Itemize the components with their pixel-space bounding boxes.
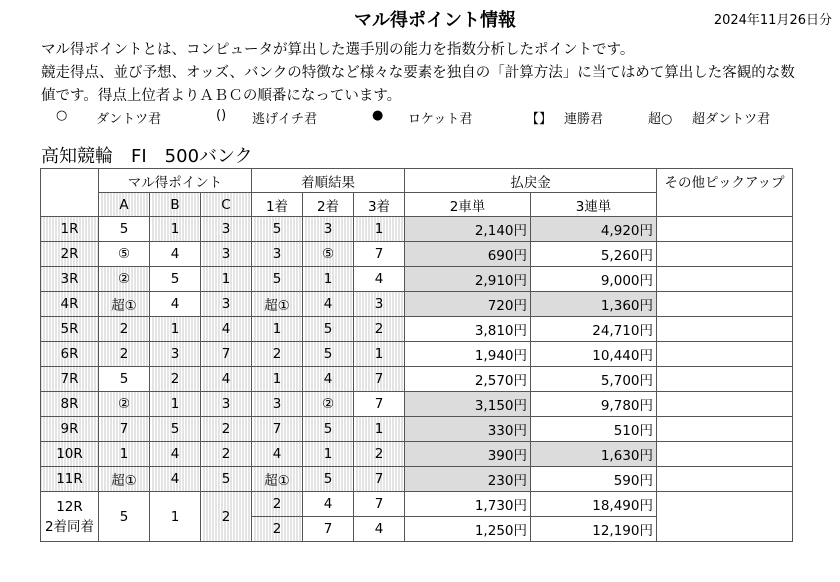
table-row (41, 392, 793, 417)
header-points: マル得ポイント (99, 169, 252, 193)
cell-c: 7 (201, 342, 252, 367)
cell-other-pickup (657, 267, 793, 292)
cell-a: 5 (99, 492, 150, 542)
race-number: 12R (56, 498, 83, 515)
cell-trifecta: 24,710円 (531, 317, 657, 342)
cell-trifecta: 5,700円 (531, 367, 657, 392)
cell-trifecta: 590円 (531, 467, 657, 492)
cell-a: 2 (99, 342, 150, 367)
cell-other-pickup (657, 317, 793, 342)
table-row (41, 492, 793, 517)
cell-b: 1 (150, 217, 201, 242)
cell-race: 6R (41, 342, 99, 367)
header-2nd: 2着 (303, 193, 354, 217)
cell-trifecta: 5,260円 (531, 242, 657, 267)
cell-trifecta: 10,440円 (531, 342, 657, 367)
legend-label-nigeichi: 逃げイチ君 (252, 112, 318, 127)
description-line: マル得ポイントとは、コンピュータが算出した選手別の能力を指数分析したポイントです。 (41, 42, 635, 58)
header-a: A (99, 193, 150, 217)
cell-p1: 2 (252, 342, 303, 367)
description (41, 39, 831, 108)
cell-p2: 4 (303, 367, 354, 392)
cell-a: 5 (99, 217, 150, 242)
cell-exacta: 1,250円 (405, 517, 531, 542)
cell-exacta: 230円 (405, 467, 531, 492)
cell-other-pickup (657, 392, 793, 417)
cell-p2: 4 (303, 292, 354, 317)
table-row (41, 467, 793, 492)
cell-trifecta: 1,630円 (531, 442, 657, 467)
cell-exacta: 1,940円 (405, 342, 531, 367)
cell-p3: 7 (354, 242, 405, 267)
cell-b: 1 (150, 317, 201, 342)
cell-exacta: 390円 (405, 442, 531, 467)
cell-a: 7 (99, 417, 150, 442)
cell-a: 1 (99, 442, 150, 467)
cell-race: 4R (41, 292, 99, 317)
cell-exacta: 690円 (405, 242, 531, 267)
header-exacta: 2車単 (405, 193, 531, 217)
cell-race: 8R (41, 392, 99, 417)
header-1st: 1着 (252, 193, 303, 217)
table-row (41, 442, 793, 467)
legend-symbol-nigeichi: () (216, 108, 227, 123)
cell-trifecta: 9,000円 (531, 267, 657, 292)
header-other-pickup: その他ピックアップ (657, 169, 793, 217)
cell-c: 5 (201, 467, 252, 492)
cell-p3: 7 (354, 492, 405, 517)
legend-symbol-rocket: ● (372, 108, 384, 123)
cell-c: 2 (201, 417, 252, 442)
cell-p1: 超① (252, 467, 303, 492)
cell-trifecta: 1,360円 (531, 292, 657, 317)
cell-exacta: 3,810円 (405, 317, 531, 342)
results-table (40, 168, 793, 542)
cell-p3: 2 (354, 317, 405, 342)
cell-c: 4 (201, 317, 252, 342)
cell-p1: 3 (252, 242, 303, 267)
cell-b: 5 (150, 417, 201, 442)
cell-c: 3 (201, 292, 252, 317)
cell-race: 10R (41, 442, 99, 467)
cell-b: 3 (150, 342, 201, 367)
legend-symbol-renshou: 【】 (526, 112, 553, 127)
table-row (41, 292, 793, 317)
cell-p3: 1 (354, 417, 405, 442)
cell-race: 1R (41, 217, 99, 242)
cell-p2: 1 (303, 267, 354, 292)
cell-p2: 4 (303, 492, 354, 517)
cell-p3: 3 (354, 292, 405, 317)
cell-p2: 1 (303, 442, 354, 467)
cell-race: 5R (41, 317, 99, 342)
cell-p1: 4 (252, 442, 303, 467)
cell-b: 4 (150, 292, 201, 317)
cell-b: 4 (150, 442, 201, 467)
cell-b: 2 (150, 367, 201, 392)
legend-label-super: 超ダントツ君 (692, 112, 771, 127)
cell-p2: 7 (303, 517, 354, 542)
cell-p2: ⑤ (303, 242, 354, 267)
cell-trifecta: 510円 (531, 417, 657, 442)
cell-exacta: 1,730円 (405, 492, 531, 517)
cell-p2: 5 (303, 417, 354, 442)
race-note: 2着同着 (44, 518, 95, 535)
cell-p1: 5 (252, 267, 303, 292)
cell-p1: 7 (252, 417, 303, 442)
cell-p3: 1 (354, 342, 405, 367)
cell-other-pickup (657, 242, 793, 267)
cell-other-pickup (657, 492, 793, 542)
cell-p3: 7 (354, 467, 405, 492)
cell-p1: 2 (252, 517, 303, 542)
cell-p1: 2 (252, 492, 303, 517)
cell-b: 4 (150, 467, 201, 492)
table-row (41, 417, 793, 442)
legend-symbol-dantotsu: ○ (56, 108, 68, 123)
cell-trifecta: 12,190円 (531, 517, 657, 542)
cell-p3: 2 (354, 442, 405, 467)
cell-race: 2R (41, 242, 99, 267)
cell-other-pickup (657, 367, 793, 392)
legend-label-dantotsu: ダントツ君 (96, 112, 162, 127)
cell-b: 1 (150, 392, 201, 417)
header-race (41, 169, 99, 217)
header-c: C (201, 193, 252, 217)
header-3rd: 3着 (354, 193, 405, 217)
cell-p3: 1 (354, 217, 405, 242)
description-line: 競走得点、並び予想、オッズ、バンクの特徴など様々な要素を独自の「計算方法」に当てはめて算出した客観的な数 (41, 65, 795, 81)
cell-a: 超① (99, 292, 150, 317)
cell-other-pickup (657, 467, 793, 492)
table-row (41, 317, 793, 342)
cell-c: 3 (201, 242, 252, 267)
table-row (41, 242, 793, 267)
cell-other-pickup (657, 442, 793, 467)
cell-p3: 7 (354, 392, 405, 417)
cell-p2: ② (303, 392, 354, 417)
cell-c: 3 (201, 392, 252, 417)
header-payout: 払戻金 (405, 169, 657, 193)
cell-c: 2 (201, 492, 252, 542)
cell-c: 3 (201, 217, 252, 242)
cell-p3: 4 (354, 267, 405, 292)
cell-other-pickup (657, 217, 793, 242)
cell-p3: 7 (354, 367, 405, 392)
cell-race (41, 492, 99, 542)
legend-label-renshou: 連勝君 (564, 112, 604, 127)
cell-b: 1 (150, 492, 201, 542)
cell-exacta: 2,570円 (405, 367, 531, 392)
cell-other-pickup (657, 342, 793, 367)
cell-a: ② (99, 267, 150, 292)
cell-c: 4 (201, 367, 252, 392)
cell-other-pickup (657, 417, 793, 442)
cell-exacta: 330円 (405, 417, 531, 442)
table-row (41, 217, 793, 242)
cell-p2: 5 (303, 317, 354, 342)
cell-exacta: 2,140円 (405, 217, 531, 242)
header-results: 着順結果 (252, 169, 405, 193)
cell-p1: 超① (252, 292, 303, 317)
cell-trifecta: 4,920円 (531, 217, 657, 242)
description-line: 値です。得点上位者よりＡＢＣの順番になっています。 (41, 88, 402, 104)
cell-p1: 5 (252, 217, 303, 242)
cell-a: 2 (99, 317, 150, 342)
cell-race: 11R (41, 467, 99, 492)
cell-b: 4 (150, 242, 201, 267)
cell-other-pickup (657, 292, 793, 317)
cell-exacta: 720円 (405, 292, 531, 317)
cell-exacta: 3,150円 (405, 392, 531, 417)
cell-race: 3R (41, 267, 99, 292)
cell-a: ⑤ (99, 242, 150, 267)
cell-a: ② (99, 392, 150, 417)
cell-p2: 5 (303, 342, 354, 367)
header-b: B (150, 193, 201, 217)
legend-symbol-super: 超○ (648, 112, 673, 127)
cell-race: 7R (41, 367, 99, 392)
cell-p1: 1 (252, 317, 303, 342)
table-row (41, 267, 793, 292)
cell-a: 5 (99, 367, 150, 392)
cell-a: 超① (99, 467, 150, 492)
cell-p1: 1 (252, 367, 303, 392)
cell-trifecta: 18,490円 (531, 492, 657, 517)
table-row (41, 367, 793, 392)
cell-exacta: 2,910円 (405, 267, 531, 292)
cell-race: 9R (41, 417, 99, 442)
legend-label-rocket: ロケット君 (408, 112, 473, 127)
header-trifecta: 3連単 (531, 193, 657, 217)
cell-c: 2 (201, 442, 252, 467)
table-row (41, 342, 793, 367)
cell-p2: 3 (303, 217, 354, 242)
cell-p1: 3 (252, 392, 303, 417)
page-title: マル得ポイント情報 (354, 10, 516, 31)
cell-p2: 5 (303, 467, 354, 492)
cell-c: 1 (201, 267, 252, 292)
report-date: 2024年11月26日分 (713, 13, 832, 28)
cell-p3: 4 (354, 517, 405, 542)
race-title: 高知競輪 FI 500バンク (41, 146, 253, 167)
cell-trifecta: 9,780円 (531, 392, 657, 417)
cell-b: 5 (150, 267, 201, 292)
